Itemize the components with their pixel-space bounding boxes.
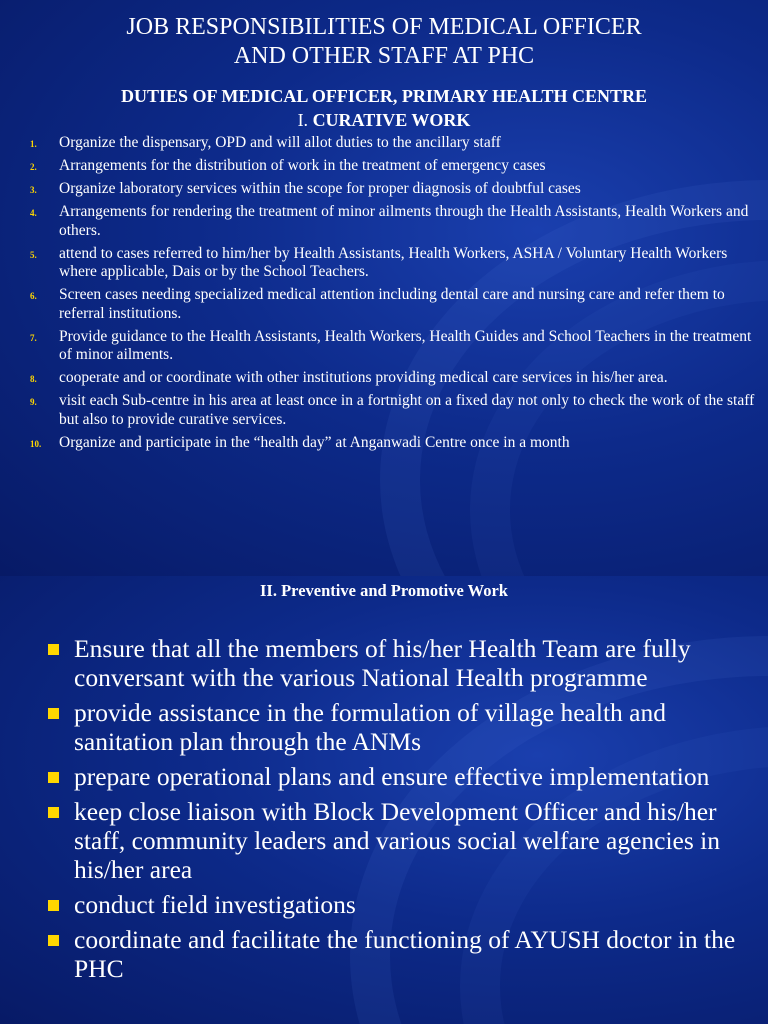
duty-number: 4. (30, 208, 37, 218)
duty-number: 10. (30, 438, 42, 449)
square-bullet-icon (48, 900, 59, 911)
slide-title-line2: AND OTHER STAFF AT PHC (233, 43, 535, 69)
duty-text: cooperate and or coordinate with other institutions providing medical care services in his/her area. (59, 369, 668, 386)
duty-item (0, 157, 760, 176)
square-bullet-icon (48, 807, 59, 818)
bullet-text: prepare operational plans and ensure effective implementation (74, 762, 710, 791)
duty-number: 3. (30, 185, 37, 195)
duty-text: Arrangements for rendering the treatment of minor ailments through the Health Assistants, Health Workers and others. (59, 203, 749, 239)
bullet-item (0, 890, 740, 919)
bullet-text: keep close liaison with Block Development Officer and his/her staff, community leaders and various social welfare agencies in his/her area (74, 797, 721, 884)
bullet-text: Ensure that all the members of his/her Health Team are fully conversant with the various National Health programme (74, 634, 691, 692)
duty-text: attend to cases referred to him/her by Health Assistants, Health Workers, ASHA / Voluntary Health Workers where applicable, Dais or by the School Teachers. (59, 244, 728, 280)
bullet-item (0, 925, 740, 983)
bullet-list (0, 634, 740, 989)
section-title: CURATIVE WORK (312, 110, 471, 130)
square-bullet-icon (48, 708, 59, 719)
bullet-text: coordinate and facilitate the functioning of AYUSH doctor in the PHC (74, 925, 736, 983)
slide-preventive-work (0, 576, 768, 1024)
duty-item (0, 245, 760, 282)
duty-number: 9. (30, 397, 37, 407)
bullet-text: conduct field investigations (74, 890, 356, 919)
square-bullet-icon (48, 644, 59, 655)
duty-text: Organize and participate in the “health day” at Anganwadi Centre once in a month (59, 433, 570, 451)
duty-text: Organize laboratory services within the scope for proper diagnosis of doubtful cases (59, 180, 581, 197)
duty-text: visit each Sub-centre in his area at least once in a fortnight on a fixed day not only to check the work of the staff but also to provide curative services. (59, 392, 755, 428)
square-bullet-icon (48, 772, 59, 783)
duty-number: 5. (30, 249, 37, 260)
square-bullet-icon (48, 935, 59, 946)
duty-item (0, 392, 760, 429)
duty-item (0, 134, 760, 153)
section-heading (0, 109, 768, 131)
duty-text: Organize the dispensary, OPD and will allot duties to the ancillary staff (59, 134, 501, 151)
duty-item (0, 328, 760, 365)
duty-item (0, 180, 760, 199)
duty-number: 8. (30, 374, 37, 384)
duty-number: 2. (30, 162, 37, 172)
duty-number: 6. (30, 291, 37, 301)
duty-item (0, 434, 760, 453)
bullet-item (0, 698, 740, 756)
slide-subtitle: DUTIES OF MEDICAL OFFICER, PRIMARY HEALTH CENTRE (121, 86, 647, 106)
duty-item (0, 203, 760, 240)
duty-number: 1. (30, 139, 37, 149)
duty-item (0, 286, 760, 323)
duty-text: Arrangements for the distribution of work in the treatment of emergency cases (59, 157, 546, 174)
duty-text: Screen cases needing specialized medical attention including dental care and nursing care and refer them to referral institutions. (59, 286, 725, 322)
bullet-item (0, 762, 740, 791)
bullet-item (0, 634, 740, 692)
duty-item (0, 369, 760, 388)
slide-title: II. Preventive and Promotive Work (260, 581, 508, 600)
duties-list (0, 134, 760, 457)
duty-number: 7. (30, 332, 37, 343)
bullet-item (0, 797, 740, 884)
bullet-text: provide assistance in the formulation of village health and sanitation plan through the ANMs (74, 698, 666, 756)
slide-title-line1: JOB RESPONSIBILITIES OF MEDICAL OFFICER (126, 14, 642, 40)
section-prefix: I. (297, 110, 313, 130)
duty-text: Provide guidance to the Health Assistants, Health Workers, Health Guides and School Teachers in the treatment of minor ailments. (59, 327, 752, 363)
